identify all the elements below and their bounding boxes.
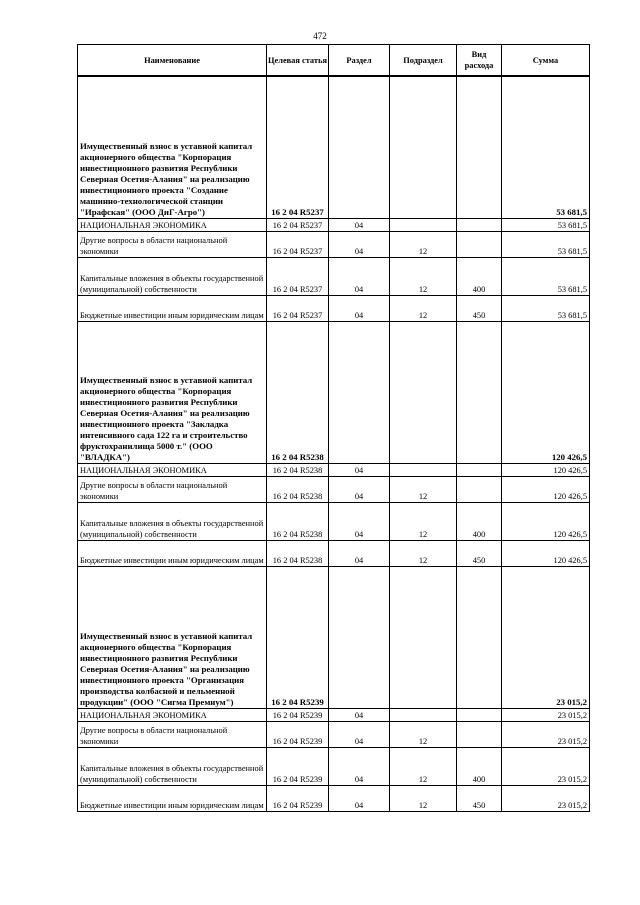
row-subsection-cell: 12 bbox=[390, 257, 457, 295]
row-section-cell bbox=[329, 76, 390, 218]
row-subsection-cell bbox=[390, 76, 457, 218]
table-row bbox=[78, 76, 590, 218]
row-section-cell: 04 bbox=[329, 785, 390, 811]
row-type-cell: 400 bbox=[457, 747, 502, 785]
row-section-cell: 04 bbox=[329, 476, 390, 502]
row-type-cell: 400 bbox=[457, 502, 502, 540]
row-sum-cell: 120 426,5 bbox=[502, 476, 590, 502]
row-sum-cell: 120 426,5 bbox=[502, 540, 590, 566]
table-row bbox=[78, 218, 590, 231]
row-subsection-cell bbox=[390, 463, 457, 476]
row-section-cell: 04 bbox=[329, 747, 390, 785]
row-name-cell: Бюджетные инвестиции иным юридическим лицам bbox=[78, 785, 267, 811]
header-row bbox=[78, 45, 590, 77]
header-name: Наименование bbox=[78, 45, 267, 77]
row-code-cell: 16 2 04 R5238 bbox=[267, 502, 329, 540]
row-code-cell: 16 2 04 R5238 bbox=[267, 321, 329, 463]
row-subsection-cell bbox=[390, 321, 457, 463]
row-sum-cell: 23 015,2 bbox=[502, 721, 590, 747]
row-name-cell: НАЦИОНАЛЬНАЯ ЭКОНОМИКА bbox=[78, 463, 267, 476]
table-row bbox=[78, 566, 590, 708]
row-code-cell: 16 2 04 R5237 bbox=[267, 76, 329, 218]
row-name-cell: Бюджетные инвестиции иным юридическим лицам bbox=[78, 540, 267, 566]
row-type-cell bbox=[457, 721, 502, 747]
row-code-cell: 16 2 04 R5238 bbox=[267, 463, 329, 476]
row-code-cell: 16 2 04 R5239 bbox=[267, 785, 329, 811]
table-row bbox=[78, 708, 590, 721]
row-type-cell: 400 bbox=[457, 257, 502, 295]
row-name-cell: Бюджетные инвестиции иным юридическим лицам bbox=[78, 295, 267, 321]
header-subsection: Подраздел bbox=[390, 45, 457, 77]
row-type-cell: 450 bbox=[457, 540, 502, 566]
row-sum-cell: 23 015,2 bbox=[502, 566, 590, 708]
row-section-cell: 04 bbox=[329, 502, 390, 540]
row-section-cell bbox=[329, 566, 390, 708]
row-type-cell bbox=[457, 321, 502, 463]
row-type-cell: 450 bbox=[457, 785, 502, 811]
row-sum-cell: 120 426,5 bbox=[502, 502, 590, 540]
header-section: Раздел bbox=[329, 45, 390, 77]
table-row bbox=[78, 540, 590, 566]
table-row bbox=[78, 747, 590, 785]
row-subsection-cell bbox=[390, 566, 457, 708]
row-code-cell: 16 2 04 R5239 bbox=[267, 721, 329, 747]
row-code-cell: 16 2 04 R5238 bbox=[267, 476, 329, 502]
row-code-cell: 16 2 04 R5237 bbox=[267, 295, 329, 321]
row-subsection-cell: 12 bbox=[390, 785, 457, 811]
row-name-cell: НАЦИОНАЛЬНАЯ ЭКОНОМИКА bbox=[78, 708, 267, 721]
row-name-cell: Капитальные вложения в объекты государственной (муниципальной) собственности bbox=[78, 257, 267, 295]
row-section-cell: 04 bbox=[329, 540, 390, 566]
row-section-cell: 04 bbox=[329, 463, 390, 476]
row-code-cell: 16 2 04 R5237 bbox=[267, 257, 329, 295]
row-type-cell: 450 bbox=[457, 295, 502, 321]
row-type-cell bbox=[457, 218, 502, 231]
row-type-cell bbox=[457, 708, 502, 721]
table-row bbox=[78, 257, 590, 295]
table-row bbox=[78, 502, 590, 540]
row-sum-cell: 120 426,5 bbox=[502, 463, 590, 476]
row-name-cell: Имущественный взнос в уставной капитал акционерного общества "Корпорация инвестиционного развития Республики Северная Осетия-Алания" на реализацию инвестиционного проекта "Создание машинно-технологической станции "Ирафская" (ООО ДиГ-Агро") bbox=[78, 76, 267, 218]
row-name-cell: Имущественный взнос в уставной капитал акционерного общества "Корпорация инвестиционного развития Республики Северная Осетия-Алания" на реализацию инвестиционного проекта "Организация производства колбасной и пельменной продукции" (ООО "Сигма Премиум") bbox=[78, 566, 267, 708]
row-code-cell: 16 2 04 R5238 bbox=[267, 540, 329, 566]
row-subsection-cell: 12 bbox=[390, 476, 457, 502]
row-type-cell bbox=[457, 476, 502, 502]
row-sum-cell: 23 015,2 bbox=[502, 785, 590, 811]
page-number: 472 bbox=[313, 31, 327, 41]
row-sum-cell: 23 015,2 bbox=[502, 747, 590, 785]
table-row bbox=[78, 476, 590, 502]
row-subsection-cell: 12 bbox=[390, 721, 457, 747]
row-subsection-cell: 12 bbox=[390, 231, 457, 257]
row-code-cell: 16 2 04 R5239 bbox=[267, 566, 329, 708]
row-subsection-cell bbox=[390, 218, 457, 231]
row-subsection-cell: 12 bbox=[390, 747, 457, 785]
row-code-cell: 16 2 04 R5239 bbox=[267, 708, 329, 721]
table-row bbox=[78, 231, 590, 257]
row-section-cell: 04 bbox=[329, 218, 390, 231]
row-sum-cell: 53 681,5 bbox=[502, 76, 590, 218]
row-type-cell bbox=[457, 566, 502, 708]
row-code-cell: 16 2 04 R5237 bbox=[267, 218, 329, 231]
row-name-cell: Другие вопросы в области национальной экономики bbox=[78, 721, 267, 747]
header-expense-type: Вид расхода bbox=[457, 45, 502, 77]
row-sum-cell: 53 681,5 bbox=[502, 218, 590, 231]
row-subsection-cell: 12 bbox=[390, 540, 457, 566]
row-section-cell: 04 bbox=[329, 721, 390, 747]
row-sum-cell: 53 681,5 bbox=[502, 257, 590, 295]
header-target-article: Целевая статья bbox=[267, 45, 329, 77]
row-subsection-cell bbox=[390, 708, 457, 721]
row-code-cell: 16 2 04 R5237 bbox=[267, 231, 329, 257]
table-row bbox=[78, 463, 590, 476]
table-row bbox=[78, 321, 590, 463]
row-sum-cell: 120 426,5 bbox=[502, 321, 590, 463]
row-sum-cell: 53 681,5 bbox=[502, 231, 590, 257]
row-section-cell: 04 bbox=[329, 257, 390, 295]
row-subsection-cell: 12 bbox=[390, 502, 457, 540]
header-sum: Сумма bbox=[502, 45, 590, 77]
table-row bbox=[78, 295, 590, 321]
row-section-cell bbox=[329, 321, 390, 463]
row-section-cell: 04 bbox=[329, 708, 390, 721]
row-name-cell: Капитальные вложения в объекты государственной (муниципальной) собственности bbox=[78, 747, 267, 785]
row-name-cell: Другие вопросы в области национальной экономики bbox=[78, 231, 267, 257]
budget-table bbox=[77, 44, 590, 812]
row-section-cell: 04 bbox=[329, 231, 390, 257]
row-sum-cell: 53 681,5 bbox=[502, 295, 590, 321]
row-name-cell: Капитальные вложения в объекты государственной (муниципальной) собственности bbox=[78, 502, 267, 540]
row-name-cell: Другие вопросы в области национальной экономики bbox=[78, 476, 267, 502]
row-code-cell: 16 2 04 R5239 bbox=[267, 747, 329, 785]
row-name-cell: Имущественный взнос в уставной капитал акционерного общества "Корпорация инвестиционного развития Республики Северная Осетия-Алания" на реализацию инвестиционного проекта "Закладка интенсивного сада 122 га и строительство фруктохранилища 5000 т." (ООО "ВЛАДКА") bbox=[78, 321, 267, 463]
row-subsection-cell: 12 bbox=[390, 295, 457, 321]
row-type-cell bbox=[457, 463, 502, 476]
row-name-cell: НАЦИОНАЛЬНАЯ ЭКОНОМИКА bbox=[78, 218, 267, 231]
table-row bbox=[78, 721, 590, 747]
row-sum-cell: 23 015,2 bbox=[502, 708, 590, 721]
row-type-cell bbox=[457, 76, 502, 218]
row-section-cell: 04 bbox=[329, 295, 390, 321]
row-type-cell bbox=[457, 231, 502, 257]
table-row bbox=[78, 785, 590, 811]
